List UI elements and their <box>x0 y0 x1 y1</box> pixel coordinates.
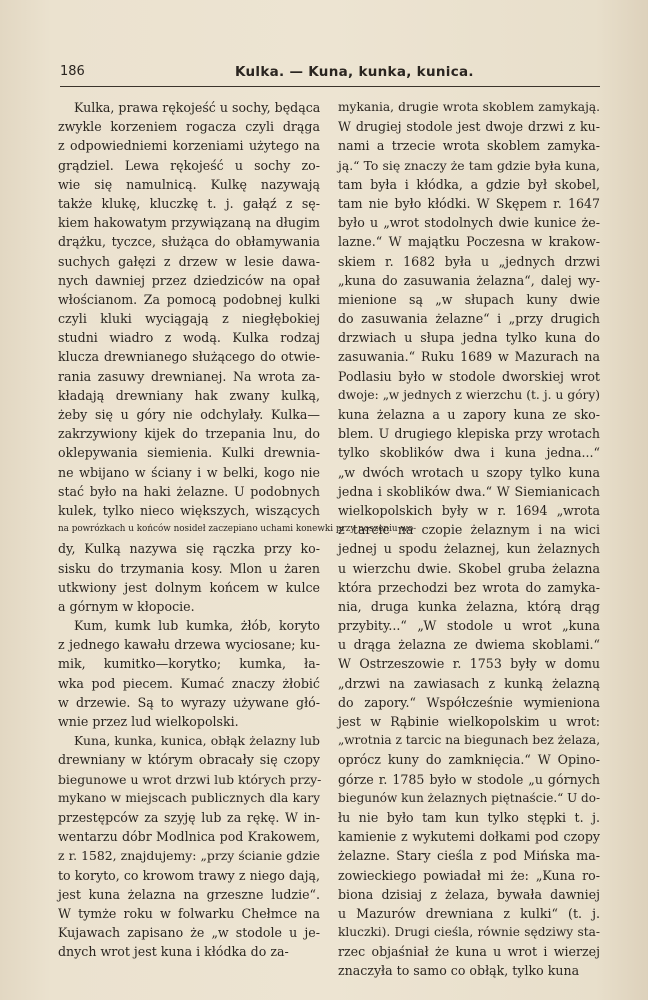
text-line: mykania, drugie wrota skoblem zamykają. <box>338 100 600 114</box>
text-line: Kum, kumk lub kumka, żłób, koryto <box>74 618 320 634</box>
text-line: żelazne. Stary cieśla z pod Mińska ma- <box>338 848 600 864</box>
text-line: kiem hakowatym przywiązaną na długim <box>58 215 320 231</box>
text-line: studni wiadro z wodą. Kulka rodzaj <box>58 330 320 346</box>
text-line: kładają drewniany hak zwany kulką, <box>58 387 320 403</box>
text-line: do zasuwania żelazne“ i „przy drugich <box>338 311 600 327</box>
text-line: przestępców za szyję lub za rękę. W in- <box>58 809 320 825</box>
text-line: to koryto, co krowom trawy z niego dają, <box>58 867 320 883</box>
text-line: górze r. 1785 było w stodole „u górnych <box>338 771 600 787</box>
text-line: lazne.“ W majątku Poczesna w krakow- <box>338 234 600 250</box>
text-line: biegunów kun żelaznych piętnaście.“ U do- <box>338 790 600 805</box>
text-line: żeby się u góry nie odchylały. Kulka— <box>58 407 320 422</box>
text-line: z odpowiedniemi korzeniami użytego na <box>58 138 320 154</box>
text-line: łu nie było tam kun tylko stępki t. j. <box>338 809 600 825</box>
text-line: Podlasiu było w stodole dworskiej wrot <box>338 368 600 384</box>
text-line: oklepywania siemienia. Kulki drewnia- <box>58 445 320 461</box>
text-line: u Mazurów drewniana z kulki“ (t. j. <box>338 905 600 921</box>
text-line: Kulka, prawa rękojeść u sochy, będąca <box>74 100 321 115</box>
text-line: mienione są „w słupach kuny dwie <box>338 291 600 307</box>
text-line: znaczyła to samo co obłąk, tylko kuna <box>338 963 580 979</box>
text-line: z tarcic na czopie żelaznym i na wici <box>338 522 600 538</box>
text-line: dnych wrot jest kuna i kłódka do za- <box>58 944 289 960</box>
text-line: u wierzchu dwie. Skobel gruba żelazna <box>338 560 600 576</box>
text-line: włościanom. Za pomocą podobnej kulki <box>58 291 320 307</box>
header-rule <box>60 86 600 87</box>
text-line: „w dwóch wrotach u szopy tylko kuna <box>338 464 600 480</box>
text-line: zwykle korzeniem rogacza czyli drąga <box>58 119 320 135</box>
text-line: nia, druga kunka żelazna, którą drąg <box>338 598 600 614</box>
text-line: rzec objaśniał że kuna u wrot i wierzej <box>338 944 600 960</box>
text-line: mykano w miejscach publicznych dla kary <box>58 790 320 805</box>
text-line: kuna żelazna a u zapory kuna ze sko- <box>338 407 600 422</box>
text-line: czyli kluki wyciągają z niegłębokiej <box>58 311 320 327</box>
text-line: grądziel. Lewa rękojeść u sochy zo- <box>58 157 320 173</box>
text-line: z jednego kawału drzewa wyciosane; ku- <box>58 637 320 653</box>
text-line: wentarzu dóbr Modlnica pod Krakowem, <box>58 829 320 845</box>
text-line: tylko skoblików dwa i kuna jedna...“ <box>338 445 600 461</box>
text-line: W Ostrzeszowie r. 1753 były w domu <box>338 656 600 672</box>
text-line: skiem r. 1682 była u „jednych drzwi <box>338 253 600 269</box>
text-line: tam nie było kłódki. W Skępem r. 1647 <box>338 195 600 211</box>
page-header <box>60 64 600 84</box>
text-line: która przechodzi bez wrota do zamyka- <box>338 579 600 595</box>
text-line: wnie przez lud wielkopolski. <box>58 714 239 729</box>
text-line: jedna i skoblików dwa.“ W Siemianicach <box>338 483 600 499</box>
text-line: zowieckiego powiadał mi że: „Kuna ro- <box>338 867 600 883</box>
text-line: drzwiach u słupa jedna tylko kuna do <box>338 330 600 346</box>
text-line: zasuwania.“ Ruku 1689 w Mazurach na <box>338 349 600 365</box>
text-line: jest kuna żelazna na grzeszne ludzie“. <box>58 886 320 902</box>
text-line: było u „wrot stodolnych dwie kunice że- <box>338 215 600 231</box>
text-line: „kuna do zasuwania żelazna“, dalej wy- <box>338 272 600 288</box>
text-line: W tymże roku w folwarku Chełmce na <box>58 905 320 921</box>
text-line: nych dawniej przez dziedziców na opał <box>58 272 320 288</box>
text-line: jest w Rąbinie wielkopolskim u wrot: <box>338 714 600 729</box>
text-line: ją.“ To się znaczy że tam gdzie była kuna, <box>338 157 600 173</box>
text-line: stać było na haki żelazne. U podobnych <box>58 483 320 499</box>
text-line: także klukę, kluczkę t. j. gałąź z sę- <box>58 195 320 211</box>
text-line: u drąga żelazna ze dwiema skoblami.“ <box>338 637 600 653</box>
text-line: W drugiej stodole jest dwoje drzwi z ku- <box>338 119 600 135</box>
text-line: ne wbijano w ściany i w belki, kogo nie <box>58 464 320 480</box>
text-line: przybity...“ „W stodole u wrot „kuna <box>338 618 600 634</box>
page-number: 186 <box>60 64 85 79</box>
text-line: a górnym w kłopocie. <box>58 598 195 614</box>
text-line: biegunowe u wrot drzwi lub których przy- <box>58 771 322 787</box>
text-line: suchych gałęzi z drzew w lesie dawa- <box>58 253 320 269</box>
text-line: kulek, tylko nieco większych, wiszących <box>58 502 320 518</box>
text-line: do zapory.“ Współcześnie wymieniona <box>338 694 600 710</box>
text-line: z r. 1582, znajdujemy: „przy ścianie gdzie <box>58 848 320 864</box>
text-line: wielkopolskich były w r. 1694 „wrota <box>338 502 600 518</box>
text-line: kamienie z wykutemi dołkami pod czopy <box>338 829 600 845</box>
text-line: blem. U drugiego klepiska przy wrotach <box>338 426 600 442</box>
text-line: nami a trzecie wrota skoblem zamyka- <box>338 138 600 154</box>
text-line: sisku do trzymania kosy. Mlon u żaren <box>58 560 320 576</box>
text-line: „drzwi na zawiasach z kunką żelazną <box>338 675 600 691</box>
text-line: zakrzywiony kijek do trzepania lnu, do <box>58 426 320 442</box>
text-line: wka pod piecem. Kumać znaczy żłobić <box>58 675 320 691</box>
text-line: tam była i kłódka, a gdzie był skobel, <box>338 176 600 192</box>
text-line: „wrotnia z tarcic na biegunach bez żelaza, <box>338 733 601 748</box>
text-line: dy, Kulką nazywa się rączka przy ko- <box>58 541 320 557</box>
text-line: rania zasuwy drewnianej. Na wrota za- <box>58 368 320 384</box>
text-line: dwoje: „w jednych z wierzchu (t. j. u góry) <box>338 387 600 402</box>
text-line: Kuna, kunka, kunica, obłąk żelazny lub <box>74 733 320 749</box>
text-line: mik, kumitko—korytko; kumka, ła- <box>58 656 320 672</box>
text-line: klucza drewnianego służącego do otwie- <box>58 349 320 365</box>
text-line: w drzewie. Są to wyrazy używane głó- <box>58 694 320 710</box>
left-column <box>58 98 417 961</box>
right-column <box>338 98 600 981</box>
text-line: kluczki). Drugi cieśla, równie sędziwy sta- <box>338 925 600 940</box>
text-line: drewniany w którym obracały się czopy <box>58 752 320 768</box>
text-line: jednej u spodu żelaznej, kun żelaznych <box>338 541 600 557</box>
text-line: na powrózkach u końców nosideł zaczepiano uchami konewki przy noszeniu wo- <box>58 524 417 535</box>
text-line: utkwiony jest dolnym końcem w kulce <box>58 579 320 595</box>
text-line: oprócz kuny do zamknięcia.“ W Opino- <box>338 752 600 768</box>
running-head: Kulka. — Kuna, kunka, kunica. <box>235 64 474 80</box>
text-line: Kujawach zapisano że „w stodole u je- <box>58 925 320 941</box>
text-line: wie się namulnicą. Kulkę nazywają <box>58 176 320 192</box>
text-line: drążku, tyczce, służąca do obłamywania <box>58 234 320 250</box>
text-line: biona dzisiaj z żelaza, bywała dawniej <box>338 886 600 902</box>
